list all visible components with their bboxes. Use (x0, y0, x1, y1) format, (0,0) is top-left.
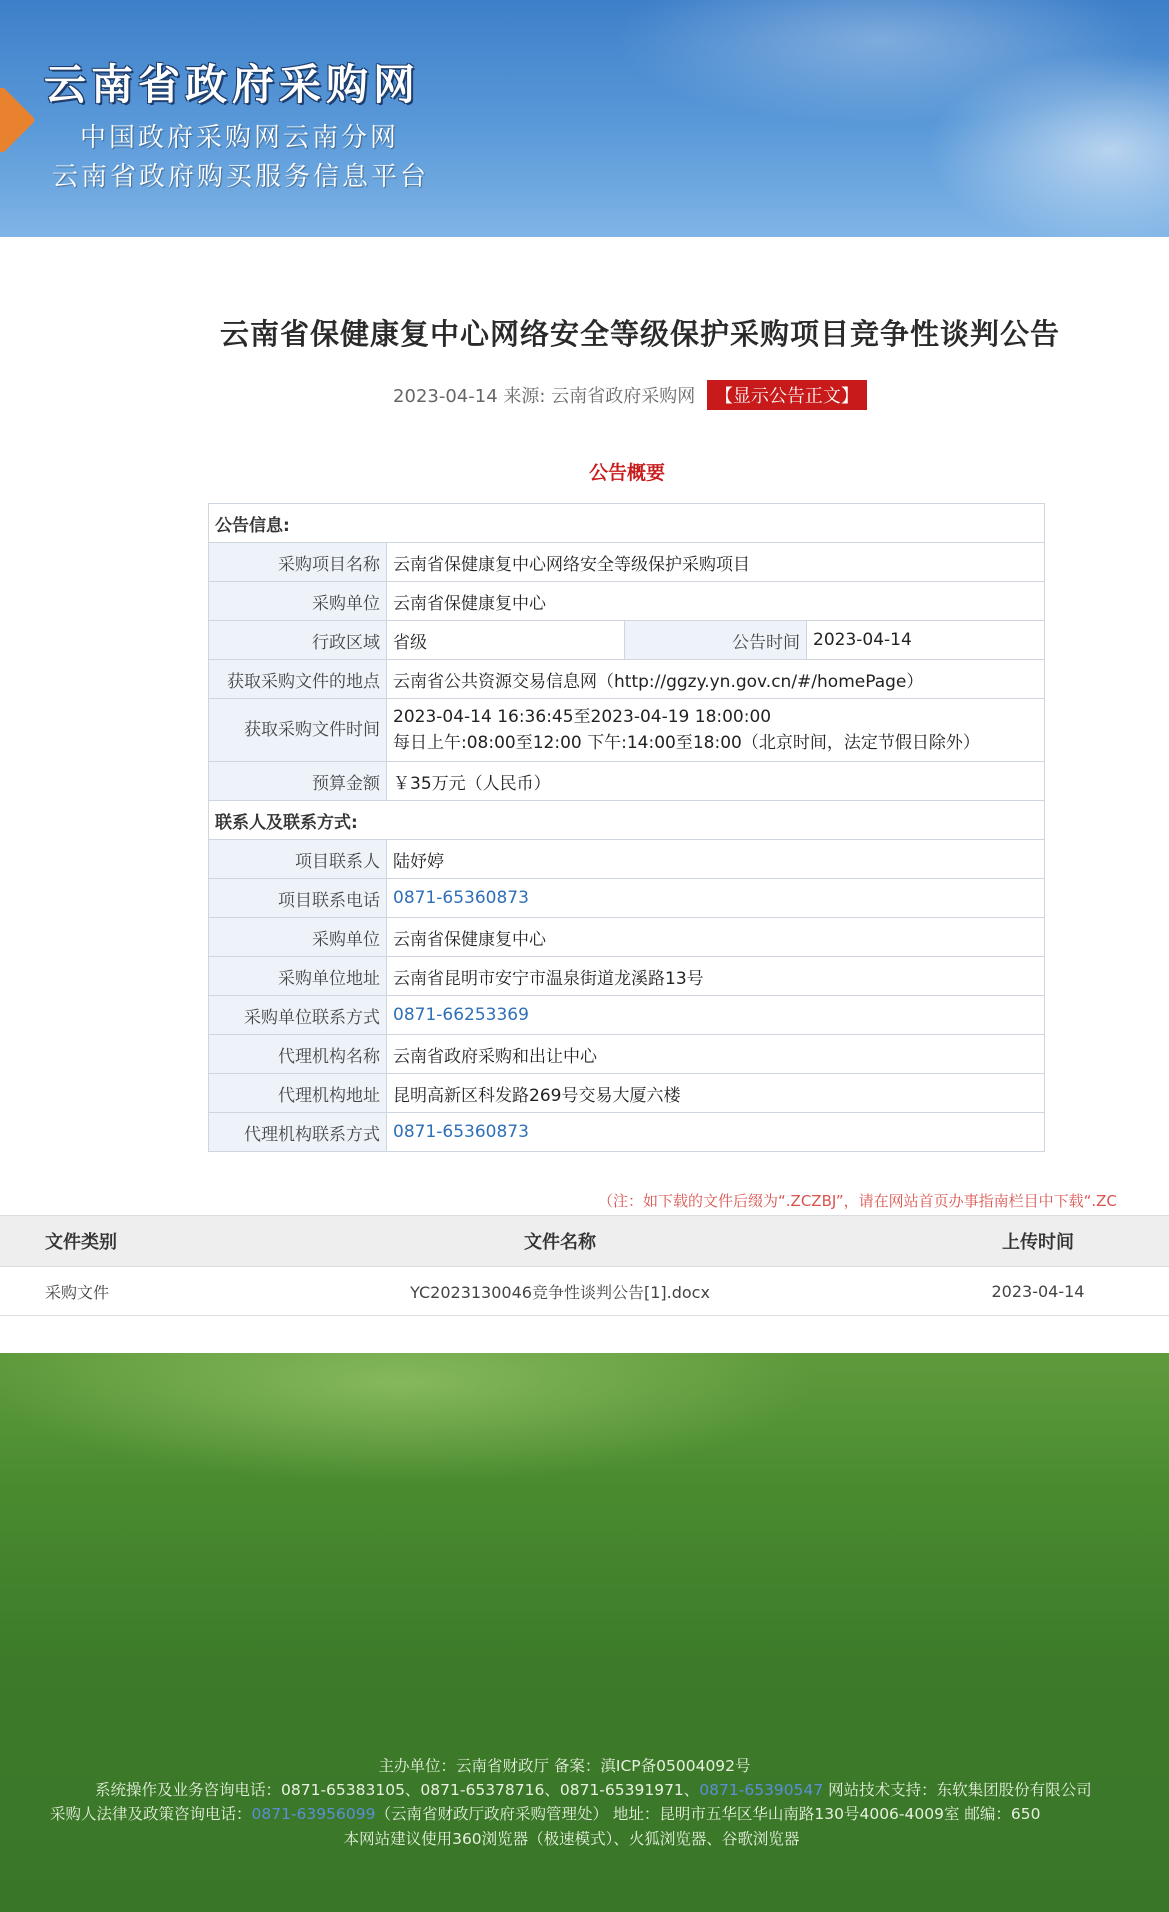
upload-time-header: 上传时间 (907, 1216, 1169, 1267)
doc-location-label: 获取采购文件的地点 (209, 660, 387, 699)
agency-phone-label: 代理机构联系方式 (209, 1113, 387, 1152)
region-label: 行政区域 (209, 621, 387, 660)
footer (0, 1353, 1169, 1912)
footer-legal-phone-link[interactable]: 0871-63956099 (251, 1805, 376, 1823)
doc-time-range: 2023-04-14 16:36:45至2023-04-19 18:00:00 (393, 707, 772, 727)
notice-source: 云南省政府采购网 (551, 386, 696, 407)
footer-line-host: 主办单位：云南省财政厅 备案：滇ICP备05004092号 (378, 1757, 751, 1775)
section-contact: 联系人及联系方式: (209, 801, 1045, 840)
contact-phone-link[interactable]: 0871-65360873 (393, 888, 529, 908)
purchaser-address-value: 云南省昆明市安宁市温泉街道龙溪路13号 (387, 957, 1045, 996)
file-table (0, 1215, 1169, 1316)
file-name-link[interactable]: YC2023130046竞争性谈判公告[1].docx (213, 1267, 907, 1316)
agency-address-label: 代理机构地址 (209, 1074, 387, 1113)
agency-address-value: 昆明高新区科发路269号交易大厦六楼 (387, 1074, 1045, 1113)
arrow-icon (0, 86, 36, 154)
purchaser-phone-link[interactable]: 0871-66253369 (393, 1005, 529, 1025)
section-announcement: 公告信息: (209, 504, 1045, 543)
doc-time-hours: 每日上午:08:00至12:00 下午:14:00至18:00（北京时间，法定节假日除外） (393, 733, 980, 753)
budget-value: ￥35万元（人民币） (387, 762, 1045, 801)
announce-time-label: 公告时间 (625, 621, 807, 660)
purchaser-phone-label: 采购单位联系方式 (209, 996, 387, 1035)
footer-legal-suffix: （云南省财政厅政府采购管理处） 地址：昆明市五华区华山南路130号4006-4009室 邮编：650 (375, 1805, 1041, 1823)
contact-phone-label: 项目联系电话 (209, 879, 387, 918)
footer-line-browser: 本网站建议使用360浏览器（极速模式）、火狐浏览器、谷歌浏览器 (343, 1830, 800, 1848)
notice-info-table (208, 503, 1045, 1152)
upload-time-cell: 2023-04-14 (907, 1267, 1169, 1316)
show-notice-body-button[interactable]: 【显示公告正文】 (707, 380, 867, 410)
site-title[interactable]: 云南省政府采购网 (44, 60, 421, 109)
file-category-cell: 采购文件 (0, 1267, 213, 1316)
footer-legal-prefix: 采购人法律及政策咨询电话： (50, 1805, 252, 1823)
footer-support-prefix: 系统操作及业务咨询电话：0871-65383105、0871-65378716、0871-65391971、 (95, 1781, 700, 1799)
notice-meta (0, 380, 1169, 410)
footer-support-suffix: 网站技术支持：东软集团股份有限公司 (823, 1781, 1092, 1799)
region-value: 省级 (387, 621, 625, 660)
agency-phone-link[interactable]: 0871-65360873 (393, 1122, 529, 1142)
site-subtitle-1: 中国政府采购网云南分网 (80, 123, 400, 153)
doc-time-value (387, 699, 1045, 762)
purchaser-address-label: 采购单位地址 (209, 957, 387, 996)
source-label: 来源: (503, 386, 546, 407)
header-banner (0, 0, 1169, 237)
notice-title: 云南省保健康复中心网络安全等级保护采购项目竞争性谈判公告 (219, 317, 1060, 351)
overview-label: 公告概要 (588, 462, 665, 484)
file-category-header: 文件类别 (0, 1216, 213, 1267)
agency-name-value: 云南省政府采购和出让中心 (387, 1035, 1045, 1074)
doc-location-value: 云南省公共资源交易信息网（http://ggzy.yn.gov.cn/#/homePage） (387, 660, 1045, 699)
project-name-label: 采购项目名称 (209, 543, 387, 582)
project-name-value: 云南省保健康复中心网络安全等级保护采购项目 (387, 543, 1045, 582)
footer-support-phone-link[interactable]: 0871-65390547 (699, 1781, 824, 1799)
file-table-header (0, 1216, 1169, 1267)
contact-person-label: 项目联系人 (209, 840, 387, 879)
budget-label: 预算金额 (209, 762, 387, 801)
purchaser2-value: 云南省保健康复中心 (387, 918, 1045, 957)
contact-person-value: 陆妤婷 (387, 840, 1045, 879)
agency-name-label: 代理机构名称 (209, 1035, 387, 1074)
footer-line-support (0, 1778, 1169, 1800)
file-download-note: （注：如下载的文件后缀为“.ZCZBJ”，请在网站首页办事指南栏目中下载“.ZC (598, 1192, 1117, 1210)
footer-line-legal (0, 1802, 1169, 1824)
doc-time-label: 获取采购文件时间 (209, 699, 387, 762)
purchaser-label: 采购单位 (209, 582, 387, 621)
file-name-header: 文件名称 (213, 1216, 907, 1267)
announce-time-value: 2023-04-14 (807, 621, 1045, 660)
purchaser2-label: 采购单位 (209, 918, 387, 957)
notice-date: 2023-04-14 (393, 386, 498, 407)
site-subtitle-2: 云南省政府购买服务信息平台 (52, 162, 430, 192)
purchaser-value: 云南省保健康复中心 (387, 582, 1045, 621)
table-row (0, 1267, 1169, 1316)
